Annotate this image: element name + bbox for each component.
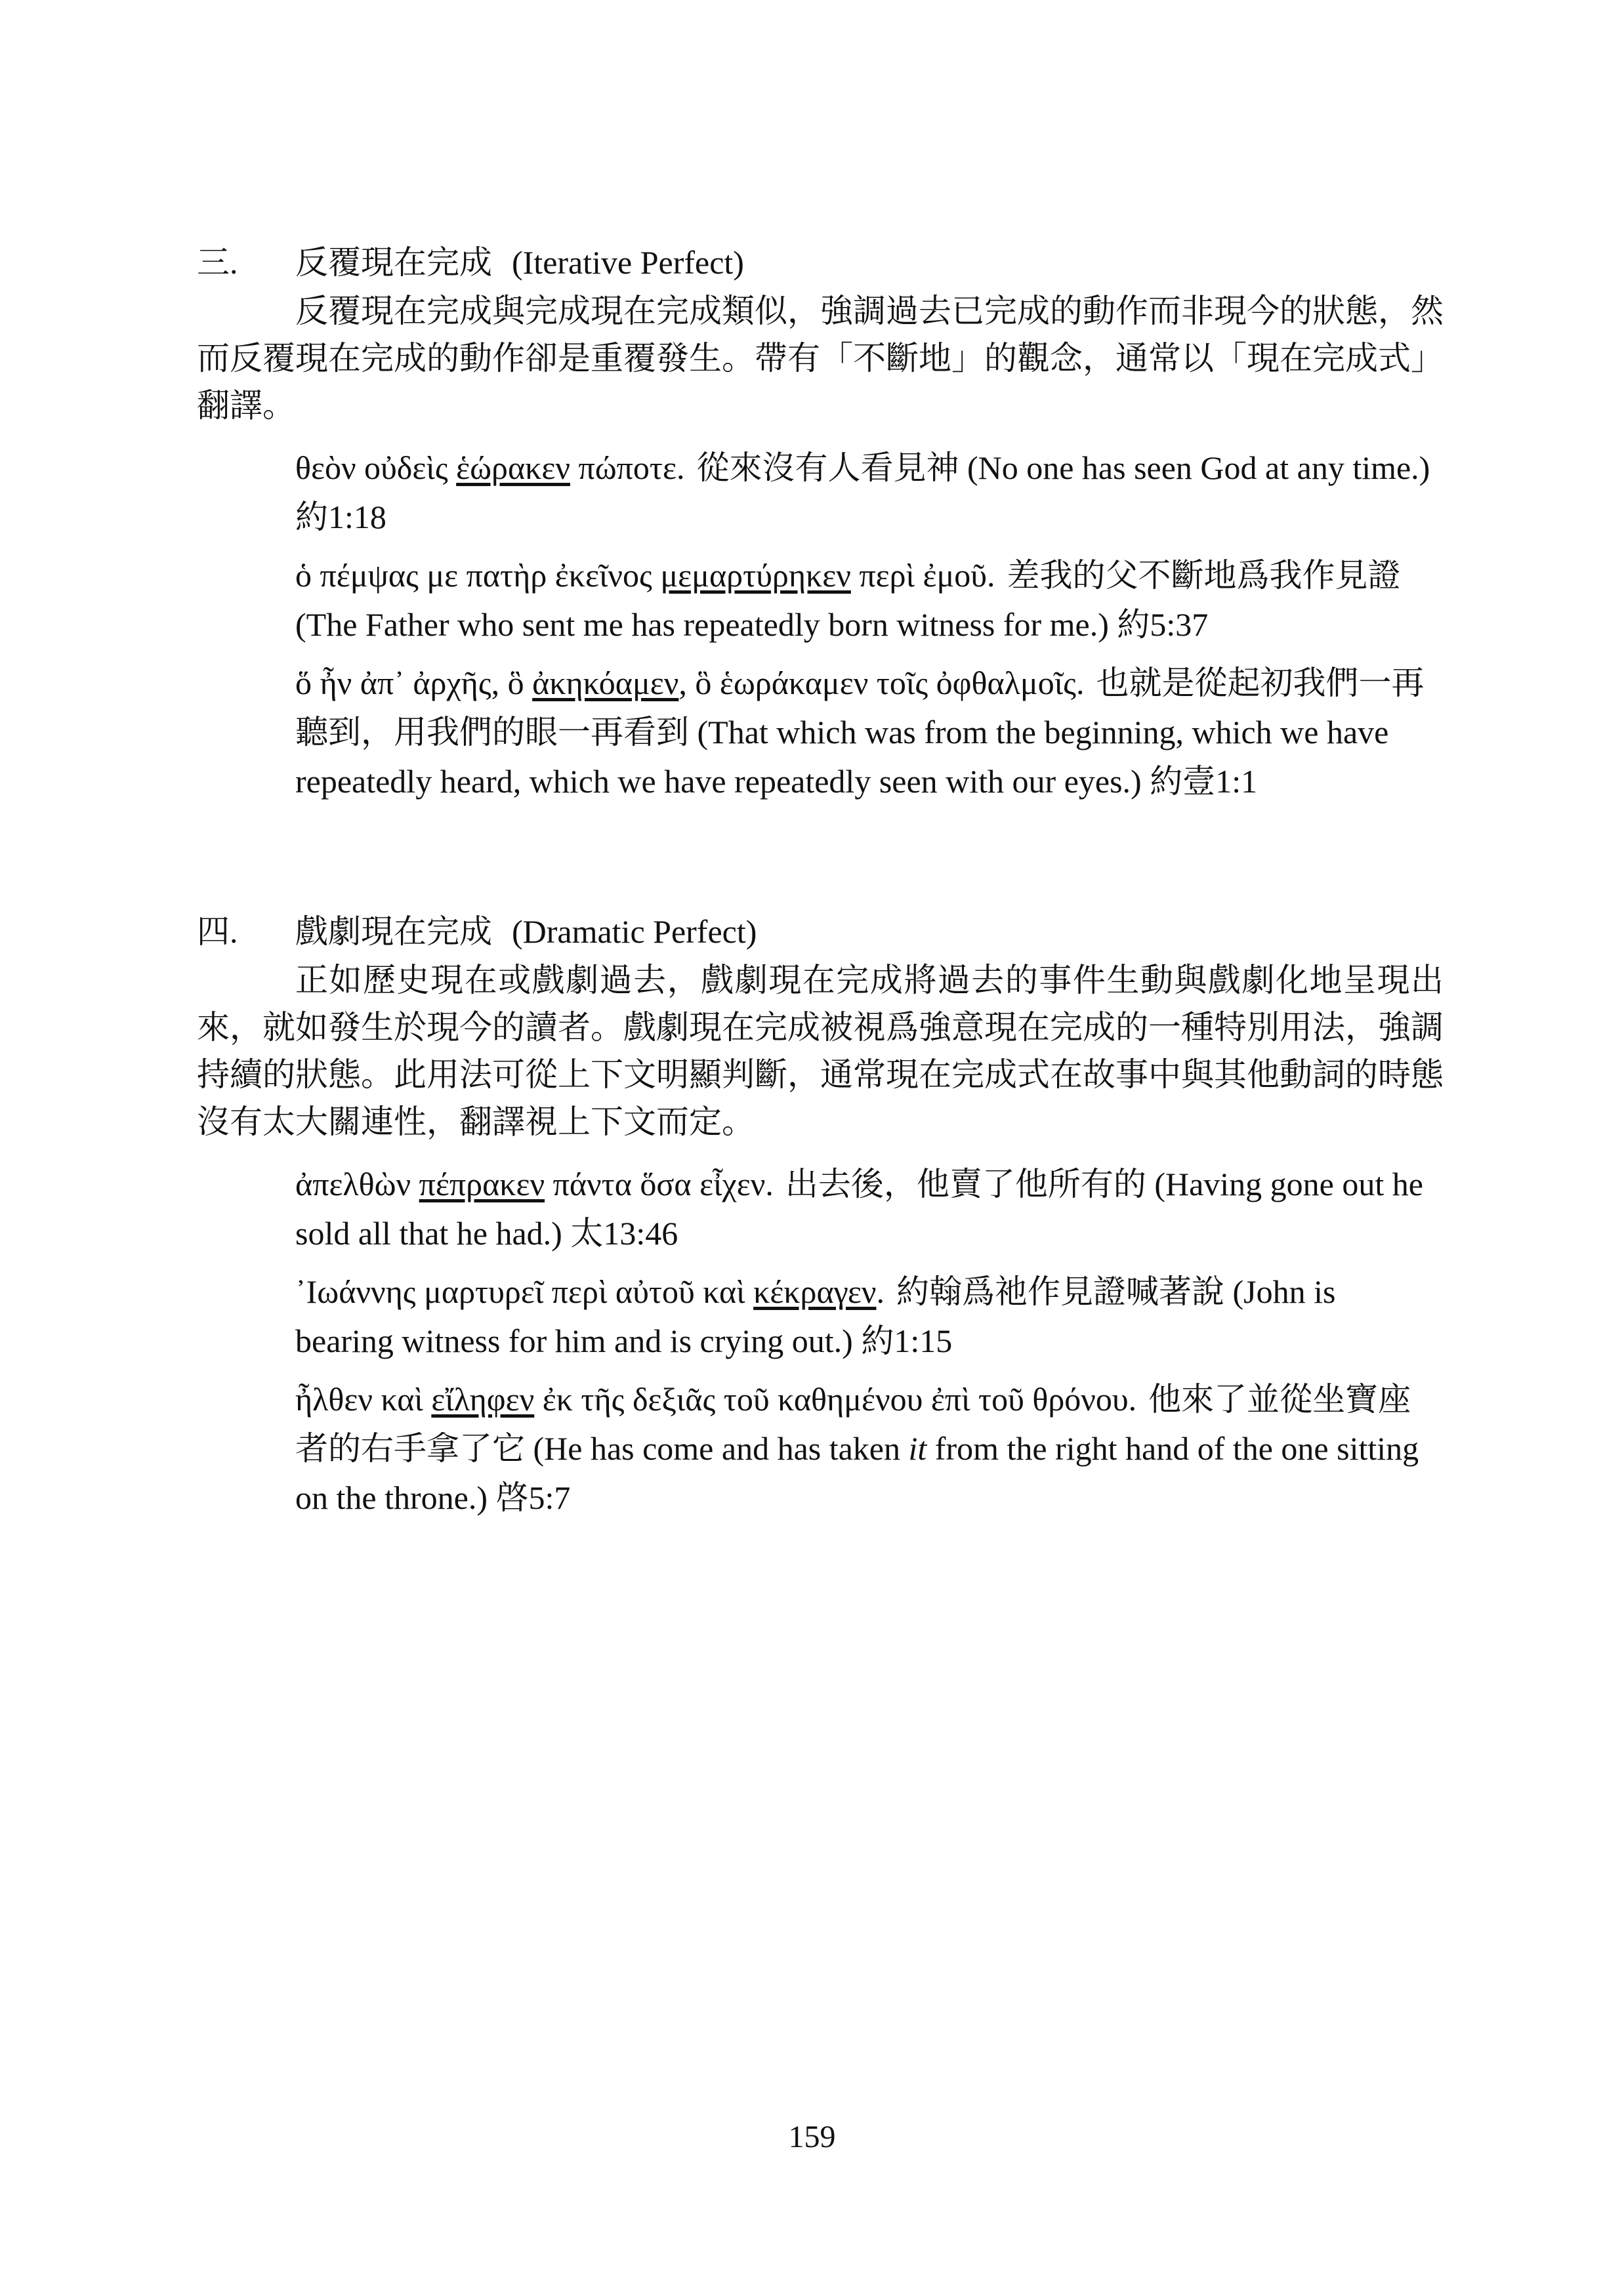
underlined-verb: κέκραγεν bbox=[753, 1273, 877, 1310]
translation-text: 約翰爲祂作見證喊著說 (John is bearing witness for him and is crying out.) 約1:15 bbox=[295, 1273, 1336, 1359]
section-paragraph: 正如歷史現在或戲劇過去，戲劇現在完成將過去的事件生動與戲劇化地呈現出來，就如發生於現今的讀者。戲劇現在完成被視爲強意現在完成的一種特別用法，強調持續的狀態。此用法可從上下文明顯判斷，通常現在完成式在故事中與其他動詞的時態沒有太大關連性，翻譯視上下文而定。 bbox=[197, 962, 1444, 1140]
example-item bbox=[295, 1160, 1440, 1258]
greek-text: ὅ ἦν ἀπ᾽ ἀρχῆς, ὃ ἀκηκόαμεν, ὃ ἑωράκαμεν τοῖς ὀφθαλμοῖς. bbox=[295, 665, 1085, 701]
italic-word: it bbox=[908, 1430, 927, 1467]
underlined-verb: εἴληφεν bbox=[431, 1381, 535, 1418]
example-item bbox=[295, 1267, 1440, 1366]
section-title-en: (Dramatic Perfect) bbox=[512, 913, 757, 950]
section-title-zh: 戲劇現在完成 bbox=[295, 913, 492, 950]
underlined-verb: μεμαρτύρηκεν bbox=[660, 557, 851, 594]
section-iterative-perfect bbox=[197, 243, 1444, 806]
page-number: 159 bbox=[788, 2120, 836, 2154]
greek-text: ἦλθεν καὶ εἴληφεν ἐκ τῆς δεξιᾶς τοῦ καθημένου ἐπὶ τοῦ θρόνου. bbox=[295, 1381, 1137, 1418]
section-paragraph: 反覆現在完成與完成現在完成類似，強調過去已完成的動作而非現今的狀態，然而反覆現在完成的動作卻是重覆發生。帶有「不斷地」的觀念，通常以「現在完成式」翻譯。 bbox=[197, 293, 1444, 424]
example-item bbox=[295, 551, 1440, 649]
translation-text: 也就是從起初我們一再聽到，用我們的眼一再看到 (That which was from the beginning, which we have repeatedly heard, which we have repeatedly seen with our eyes.) 約壹1:1 bbox=[295, 665, 1425, 800]
greek-text: ὁ πέμψας με πατὴρ ἐκεῖνος μεμαρτύρηκεν περὶ ἐμοῦ. bbox=[295, 557, 995, 594]
greek-text: ᾽Ιωάννης μαρτυρεῖ περὶ αὐτοῦ καὶ κέκραγεν. bbox=[295, 1273, 885, 1310]
translation-text: 從來沒有人看見神 (No one has seen God at any time.) 約1:18 bbox=[295, 449, 1430, 535]
translation-text: 他來了並從坐寶座者的右手拿了它 (He has come and has taken it from the right hand of the one sitting on the throne.) 啓5:7 bbox=[295, 1381, 1419, 1516]
greek-text: ἀπελθὼν πέπρακεν πάντα ὅσα εἶχεν. bbox=[295, 1166, 774, 1202]
section-title-zh: 反覆現在完成 bbox=[295, 244, 492, 281]
translation-text: 差我的父不斷地爲我作見證 (The Father who sent me has repeatedly born witness for me.) 約5:37 bbox=[295, 557, 1401, 643]
section-number: 三. bbox=[197, 244, 238, 281]
translation-text: 出去後，他賣了他所有的 (Having gone out he sold all that he had.) 太13:46 bbox=[295, 1166, 1423, 1252]
underlined-verb: ἀκηκόαμεν bbox=[532, 665, 679, 701]
example-item bbox=[295, 443, 1440, 542]
section-dramatic-perfect bbox=[197, 912, 1444, 1523]
section-number: 四. bbox=[197, 913, 238, 950]
example-item bbox=[295, 659, 1440, 806]
underlined-verb: πέπρακεν bbox=[419, 1166, 545, 1202]
example-item bbox=[295, 1375, 1440, 1523]
underlined-verb: ἑώρακεν bbox=[456, 449, 570, 486]
greek-text: θεὸν οὐδεὶς ἑώρακεν πώποτε. bbox=[295, 449, 685, 486]
section-heading bbox=[197, 243, 1444, 282]
section-heading bbox=[197, 912, 1444, 951]
section-title-en: (Iterative Perfect) bbox=[512, 244, 744, 281]
